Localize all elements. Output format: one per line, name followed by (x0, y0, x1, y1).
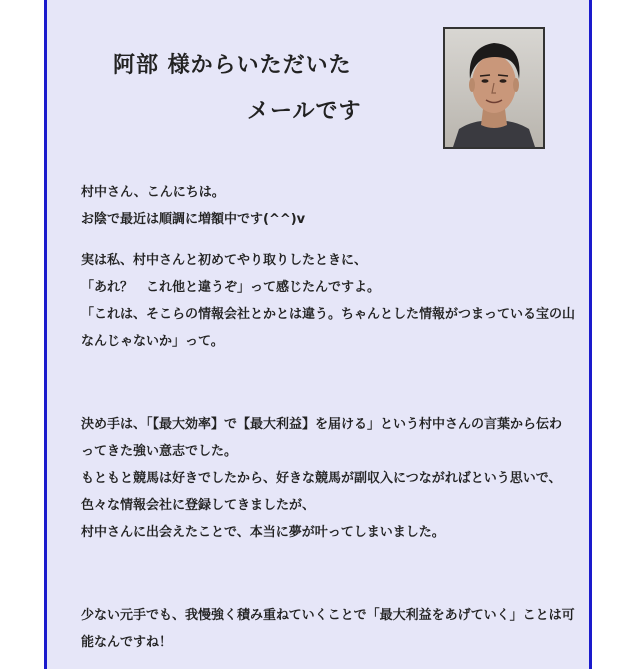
text-line: ってきた強い意志でした。 (81, 444, 238, 459)
text-line: 決め手は、「【最大効率】で【最大利益】を届ける」という村中さんの言葉から伝わ (81, 417, 563, 432)
paragraph-2 (81, 247, 576, 355)
person-portrait-icon (443, 27, 545, 149)
text-line: なんじゃないか」って。 (81, 334, 224, 349)
text-line: 能なんですね！ (81, 635, 173, 650)
paragraph-3 (81, 411, 571, 546)
text-line: 村中さん、こんにちは。 (81, 185, 225, 200)
text-line: 村中さんに出会えたことで、本当に夢が叶ってしまいました。 (81, 525, 445, 540)
text-line: 実は私、村中さんと初めてやり取りしたときに、 (81, 253, 368, 268)
text-line: 色々な情報会社に登録してきましたが、 (81, 498, 316, 513)
text-line: 「これは、そこらの情報会社とかとは違う。ちゃんとした情報がつまっている宝の山 (81, 307, 576, 322)
title-line-2: メールです (247, 99, 362, 124)
text-line: 少ない元手でも、我慢強く積み重ねていくことで「最大利益をあげていく」ことは可 (81, 608, 575, 623)
testimonial-panel (44, 0, 592, 669)
message-body (81, 179, 576, 670)
paragraph-1 (81, 179, 571, 233)
text-line: もともと競馬は好きでしたから、好きな競馬が副収入につながればという思いで、 (81, 471, 562, 486)
title-line-1: 阿部 様からいただいた (113, 53, 352, 78)
paragraph-4 (81, 602, 575, 656)
text-line: 「あれ？ これ他と違うぞ」って感じたんですよ。 (81, 280, 381, 295)
text-line: お陰で最近は順調に増額中です(^^)v (81, 212, 306, 227)
